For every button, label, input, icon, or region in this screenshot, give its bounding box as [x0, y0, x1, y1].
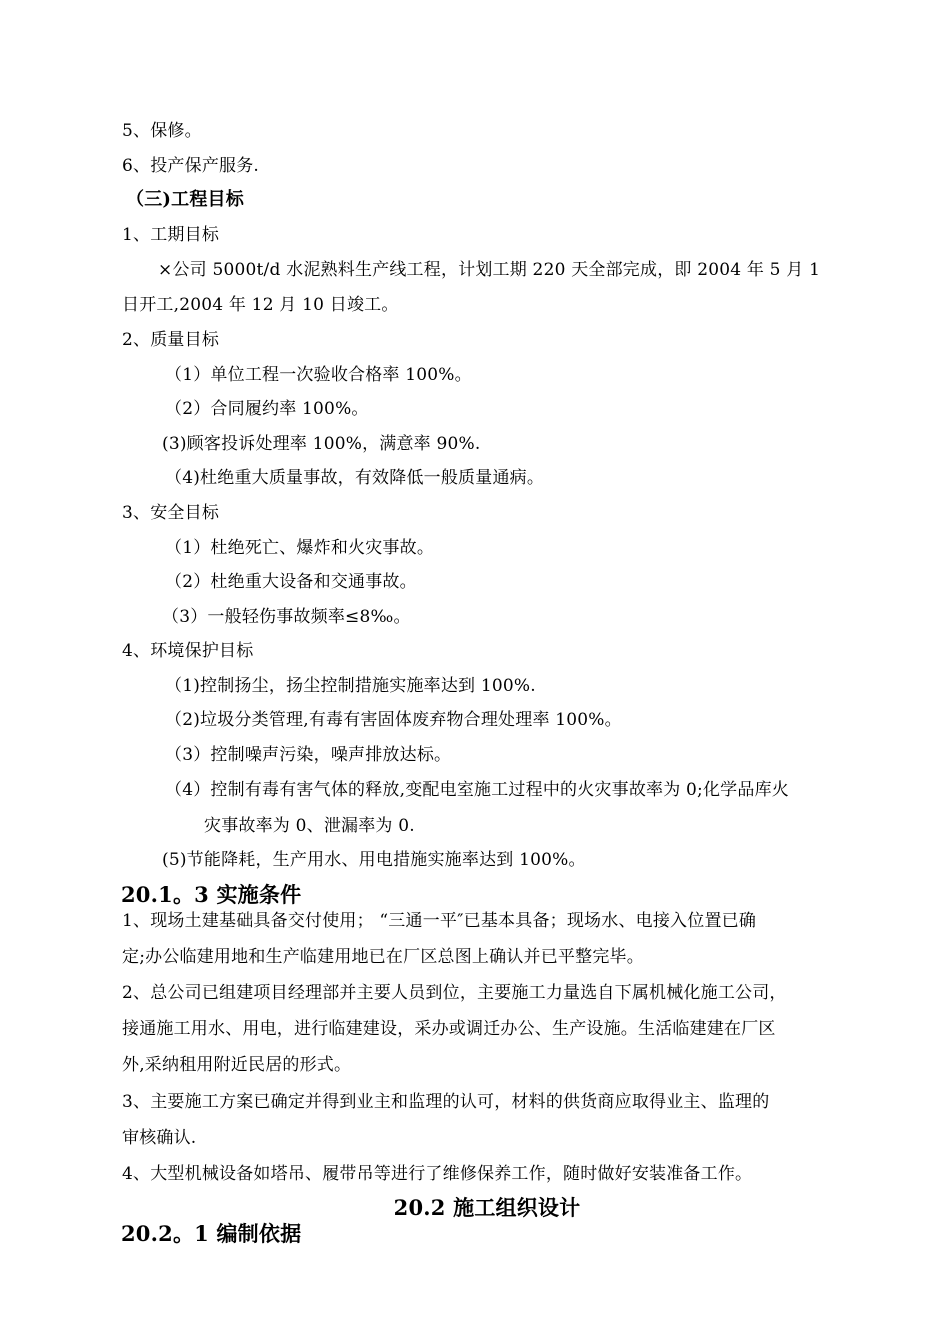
subheading-quality-goal: 2、质量目标	[122, 330, 220, 350]
quality-item-2: （2）合同履约率 100%。	[165, 399, 369, 419]
paragraph-schedule-line2: 日开工,2004 年 12 月 10 日竣工。	[122, 295, 399, 315]
safety-item-3: （3）一般轻伤事故频率≤8‰。	[162, 607, 411, 627]
paragraph-schedule-line1: ×公司 5000t/d 水泥熟料生产线工程，计划工期 220 天全部完成，即 2004 年 5 月 1	[158, 260, 821, 280]
environment-item-5: (5)节能降耗，生产用水、用电措施实施率达到 100%。	[162, 850, 586, 870]
section-heading-basis: 20.2。1 编制依据	[121, 1221, 302, 1246]
section-heading-implementation-conditions: 20.1。3 实施条件	[121, 882, 302, 907]
environment-item-1: （1)控制扬尘，扬尘控制措施实施率达到 100%.	[165, 676, 536, 696]
section-heading-construction-design: 20.2 施工组织设计	[393, 1195, 581, 1220]
condition-2-line1: 2、总公司已组建项目经理部并主要人员到位，主要施工力量选自下属机械化施工公司，	[122, 983, 787, 1003]
condition-2-line3: 外,采纳租用附近民居的形式。	[122, 1055, 352, 1075]
subheading-safety-goal: 3、安全目标	[122, 503, 220, 523]
condition-1-line1: 1、现场土建基础具备交付使用； “三通一平″已基本具备；现场水、电接入位置已确	[122, 911, 757, 931]
safety-item-2: （2）杜绝重大设备和交通事故。	[165, 572, 417, 592]
list-item-production-service: 6、投产保产服务.	[122, 156, 260, 176]
condition-4: 4、大型机械设备如塔吊、履带吊等进行了维修保养工作，随时做好安装准备工作。	[122, 1164, 753, 1184]
subheading-environment-goal: 4、环境保护目标	[122, 641, 254, 661]
quality-item-4: （4)杜绝重大质量事故，有效降低一般质量通病。	[165, 468, 545, 488]
subheading-schedule-goal: 1、工期目标	[122, 225, 220, 245]
list-item-warranty: 5、保修。	[122, 121, 202, 141]
section-heading-project-goals: （三)工程目标	[126, 189, 244, 210]
quality-item-1: （1）单位工程一次验收合格率 100%。	[165, 365, 472, 385]
environment-item-4-line2: 灾事故率为 0、泄漏率为 0.	[204, 816, 415, 836]
quality-item-3: (3)顾客投诉处理率 100%，满意率 90%.	[162, 434, 481, 454]
condition-1-line2: 定;办公临建用地和生产临建用地已在厂区总图上确认并已平整完毕。	[122, 947, 644, 967]
condition-3-line1: 3、主要施工方案已确定并得到业主和监理的认可，材料的供货商应取得业主、监理的	[122, 1092, 770, 1112]
environment-item-3: （3）控制噪声污染，噪声排放达标。	[165, 745, 452, 765]
environment-item-2: （2)垃圾分类管理,有毒有害固体废弃物合理处理率 100%。	[165, 710, 622, 730]
condition-3-line2: 审核确认.	[122, 1128, 197, 1148]
condition-2-line2: 接通施工用水、用电，进行临建建设，采办或调迁办公、生产设施。生活临建建在厂区	[122, 1019, 776, 1039]
environment-item-4-line1: （4）控制有毒有害气体的释放,变配电室施工过程中的火灾事故率为 0;化学品库火	[165, 780, 789, 800]
safety-item-1: （1）杜绝死亡、爆炸和火灾事故。	[165, 538, 435, 558]
